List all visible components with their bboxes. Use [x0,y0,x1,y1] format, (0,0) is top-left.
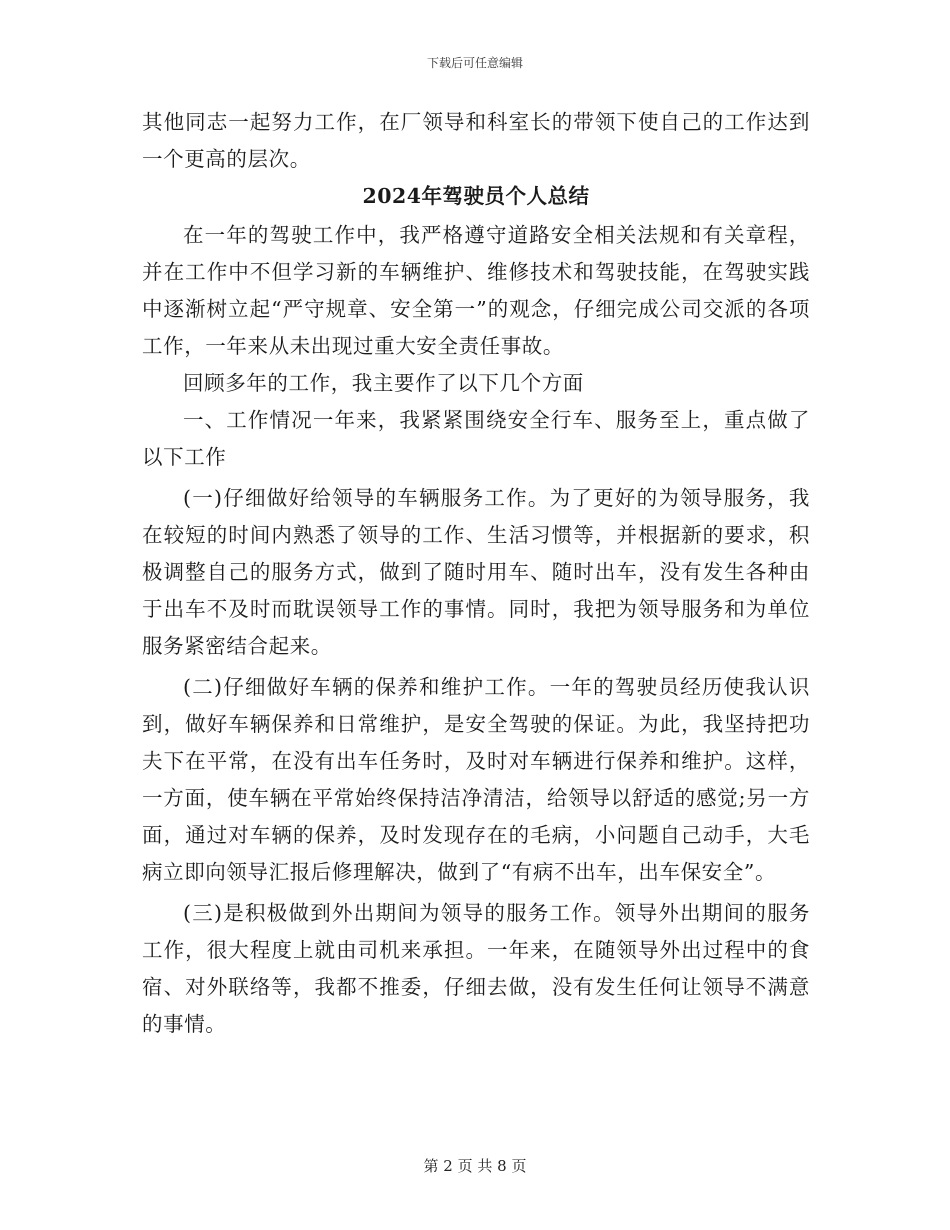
continuation-paragraph: 其他同志一起努力工作，在厂领导和科室长的带领下使自己的工作达到一个更高的层次。 [142,110,810,171]
body-paragraph: 在一年的驾驶工作中，我严格遵守道路安全相关法规和有关章程，并在工作中不但学习新的车辆维护、维修技术和驾驶技能，在驾驶实践中逐渐树立起“严守规章、安全第一”的观念，仔细完成公司交派的各项工作，一年来从未出现过重大安全责任事故。 [142,223,810,358]
body-paragraph: (三)是积极做到外出期间为领导的服务工作。领导外出期间的服务工作，很大程度上就由司机来承担。一年来，在随领导外出过程中的食宿、对外联络等，我都不推委，仔细去做，没有发生任何让领导不满意的事情。 [142,901,810,1036]
page-footer: 第 2 页 共 8 页 [423,1157,527,1175]
body-paragraph: (二)仔细做好车辆的保养和维护工作。一年的驾驶员经历使我认识到，做好车辆保养和日常维护，是安全驾驶的保证。为此，我坚持把功夫下在平常，在没有出车任务时，及时对车辆进行保养和维护。这样，一方面，使车辆在平常始终保持洁净清洁，给领导以舒适的感觉;另一方面，通过对车辆的保养，及时发现存在的毛病，小问题自己动手，大毛病立即向领导汇报后修理解决，做到了“有病不出车，出车保安全”。 [142,675,810,884]
body-paragraph: 一、工作情况一年来，我紧紧围绕安全行车、服务至上，重点做了以下工作 [142,408,810,469]
body-paragraph: (一)仔细做好给领导的车辆服务工作。为了更好的为领导服务，我在较短的时间内熟悉了领导的工作、生活习惯等，并根据新的要求，积极调整自己的服务方式，做到了随时用车、随时出车，没有发生各种由于出车不及时而耽误领导工作的事情。同时，我把为领导服务和为单位服务紧密结合起来。 [142,486,810,658]
document-body [142,104,810,1043]
body-paragraph: 回顾多年的工作，我主要作了以下几个方面 [183,371,584,395]
document-title: 2024年驾驶员个人总结 [362,184,590,208]
page-header: 下载后可任意编辑 [426,56,523,70]
